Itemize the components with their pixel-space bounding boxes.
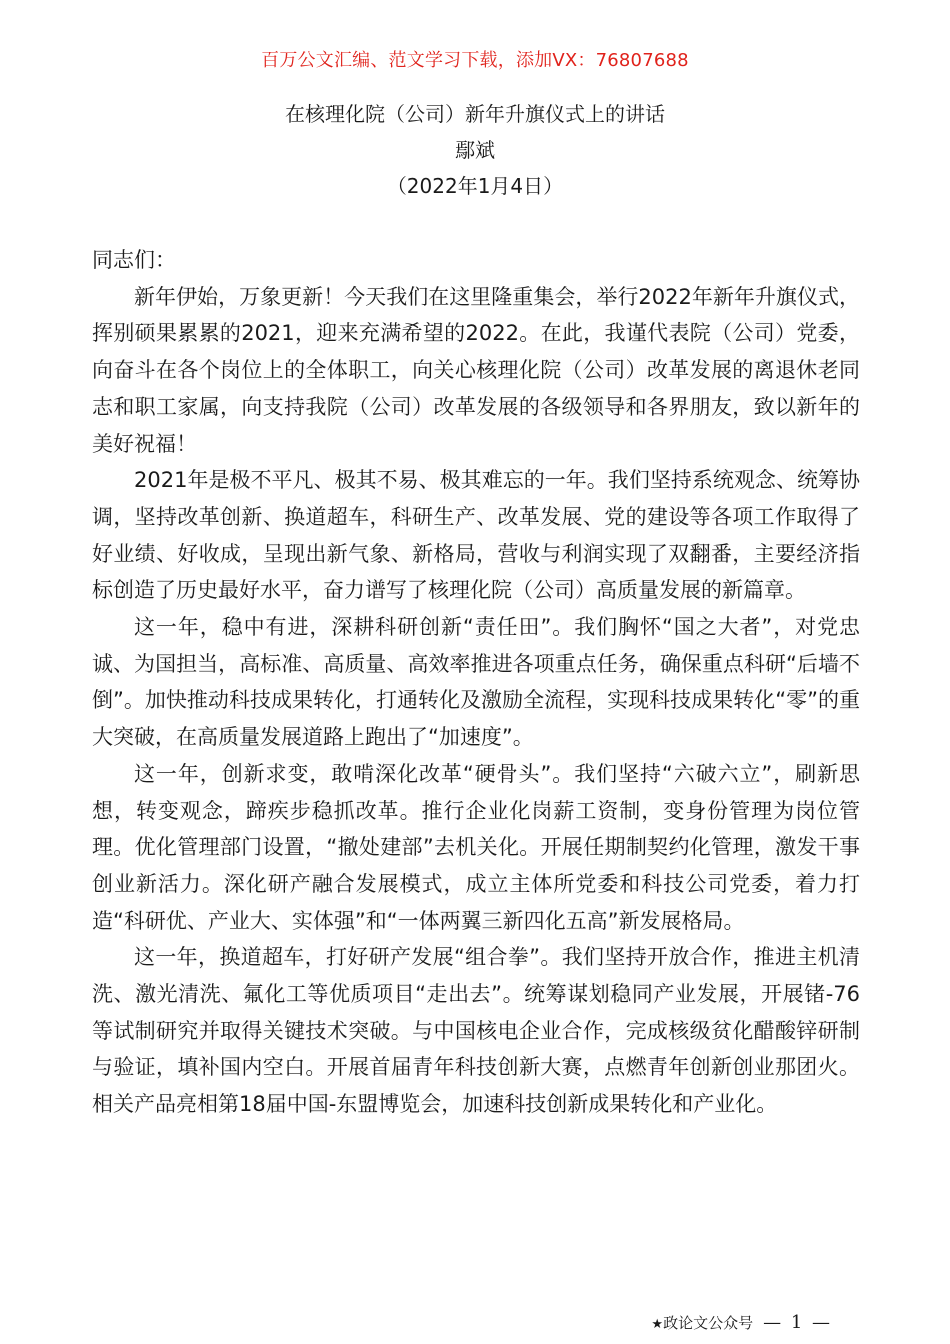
salutation: 同志们： (92, 248, 176, 272)
paragraph: 这一年，稳中有进，深耕科研创新“责任田”。我们胸怀“国之大者”，对党忠诚、为国担当，高标准、高质量、高效率推进各项重点任务，确保重点科研“后墙不倒”。加快推动科技成果转化，打通转化及激励全流程，实现科技成果转化“零”的重大突破，在高质量发展道路上跑出了“加速度”。 (92, 615, 860, 750)
paragraph: 新年伊始，万象更新！今天我们在这里隆重集会，举行2022年新年升旗仪式，挥别硕果累累的2021，迎来充满希望的2022。在此，我谨代表院（公司）党委，向奋斗在各个岗位上的全体职工，向关心核理化院（公司）改革发展的离退休老同志和职工家属，向支持我院（公司）改革发展的各级领导和各界朋友，致以新年的美好祝福！ (92, 284, 860, 456)
title-block (0, 96, 950, 204)
paragraph: 2021年是极不平凡、极其不易、极其难忘的一年。我们坚持系统观念、统筹协调，坚持改革创新、换道超车，科研生产、改革发展、党的建设等各项工作取得了好业绩、好收成，呈现出新气象、新格局，营收与利润实现了双翻番，主要经济指标创造了历史最好水平，奋力谱写了核理化院（公司）高质量发展的新篇章。 (92, 468, 860, 603)
document-author: 鄢斌 (455, 138, 495, 162)
document-date: （2022年1月4日） (386, 174, 564, 198)
promo-banner: 百万公文汇编、范文学习下载，添加VX：76807688 (261, 50, 689, 71)
page-number: — 1 — (763, 1312, 832, 1333)
paragraph: 这一年，换道超车，打好研产发展“组合拳”。我们坚持开放合作，推进主机清洗、激光清洗、氟化工等优质项目“走出去”。统筹谋划稳同产业发展，开展锗-76等试制研究并取得关键技术突破。与中国核电企业合作，完成核级贫化醋酸锌研制与验证，填补国内空白。开展首届青年科技创新大赛，点燃青年创新创业那团火。相关产品亮相第18届中国-东盟博览会，加速科技创新成果转化和产业化。 (92, 945, 860, 1117)
paragraph: 这一年，创新求变，敢啃深化改革“硬骨头”。我们坚持“六破六立”，刷新思想，转变观念，蹄疾步稳抓改革。推行企业化岗薪工资制，变身份管理为岗位管理。优化管理部门设置，“撤处建部”去机关化。开展任期制契约化管理，激发干事创业新活力。深化研产融合发展模式，成立主体所党委和科技公司党委，着力打造“科研优、产业大、实体强”和“一体两翼三新四化五高”新发展格局。 (92, 761, 860, 933)
document-body (92, 242, 860, 1123)
footer-source (651, 1312, 753, 1333)
star-icon: ★ (651, 1317, 664, 1332)
page-footer (651, 1312, 832, 1333)
document-title: 在核理化院（公司）新年升旗仪式上的讲话 (285, 102, 665, 126)
footer-source-label: 政论文公众号 (663, 1314, 754, 1332)
